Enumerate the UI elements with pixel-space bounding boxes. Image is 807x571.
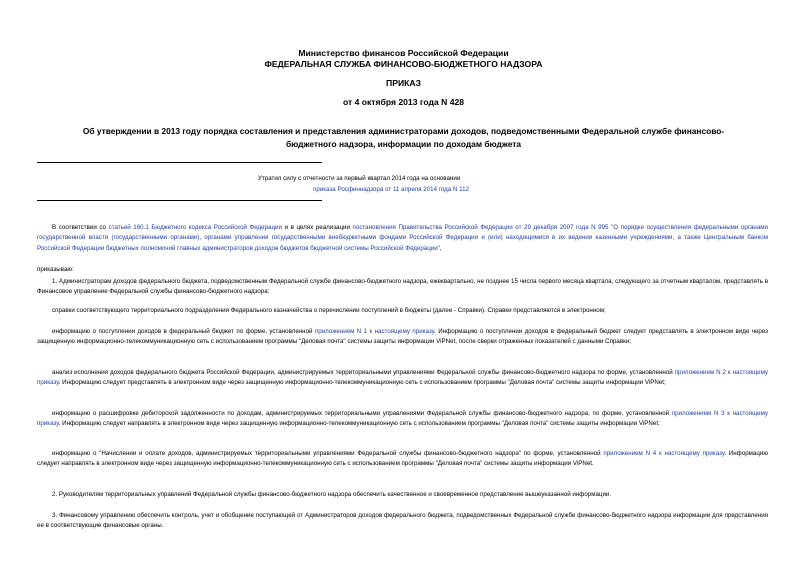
document-date-number: от 4 октября 2013 года N 428 <box>342 97 465 107</box>
lost-force-note: Утратил силу с отчетности за первый квартал 2014 года на основании <box>258 175 461 182</box>
ministry-name: Министерство финансов Российской Федерации <box>298 48 509 58</box>
item-1-receivables: информацию о расшифровке дебиторской задолженности по доходам, администрируемых территориальными управлениями Федеральной службы финансово-бюджетного надзора, по форме, установленной приложением N 3 к настоящему приказу. Информацию следует направлять в электронном виде через защищенную информационно-телекоммуникационную сеть с использованием программы "Деловая почта" системы защиты информации ViPNet; <box>37 410 768 428</box>
appendix-3-link[interactable]: приложением N 3 к настоящему приказу <box>37 410 768 428</box>
divider-top <box>37 162 322 163</box>
appendix-2-link[interactable]: приложением N 2 к настоящему приказу <box>37 369 768 387</box>
document-title: Об утверждении в 2013 году порядка составления и представления администраторами доходов, подведомственными Федеральной службе финансово-бюджетного надзора, информации по доходам бюджета <box>82 126 725 149</box>
divider-bottom <box>37 200 322 201</box>
item-1-revenue-info: информацию о поступлении доходов в федеральный бюджет по форме, установленной приложением N 1 к настоящему приказу. Информацию о поступлении доходов в федеральный бюджет следует представлять в электронном виде через защищенную информационно-телекоммуникационную сеть с использованием программы "Деловая почта" системы защиты информации ViPNet, после сверки отраженных показателей с данными Справки; <box>37 328 768 346</box>
item-1-analysis: анализ исполнения доходов федерального бюджета Российской Федерации, администрируемых территориальными управлениями Федеральной службы финансово-бюджетного надзора по форме, установленной приложением N 2 к настоящему приказу. Информацию следует представлять в электронном виде через защищенную информационно-телекоммуникационную сеть с использованием программы "Деловая почта" системы защиты информации ViPNet; <box>37 369 768 387</box>
appendix-4-link[interactable]: приложением N 4 к настоящему приказу <box>603 450 725 457</box>
item-1: 1. Администраторам доходов федерального бюджета, подведомственным Федеральной службе финансово-бюджетного надзора, ежеквартально, не позднее 15 числа первого месяца квартала, следующего за отчетным кварталом, представлять в Финансовое управление Федеральной службы финансово-бюджетного надзора: <box>37 278 768 296</box>
order-word: приказываю: <box>37 266 74 273</box>
government-decree-link[interactable]: постановления Правительства Российской Федерации от 29 декабря 2007 года N 995 "О порядке осуществления федеральными органами государственной власти (государственными органами), органами управления государственными внебюджетными фондами Российской Федерации и (или) находящимися в их ведении казенными учреждениями, а также Центральным банком Российской Федерации бюджетных полномочий главных администраторов доходов бюджетов бюджетной системы Российской Федерации" <box>37 224 768 252</box>
service-name: ФЕДЕРАЛЬНАЯ СЛУЖБА ФИНАНСОВО-БЮДЖЕТНОГО НАДЗОРА <box>264 59 543 69</box>
budget-code-link[interactable]: статьей 160.1 Бюджетного кодекса Российской Федерации <box>108 224 282 231</box>
item-3: 3. Финансовому управлению обеспечить контроль, учет и обобщение поступающей от Администраторов доходов федерального бюджета, подведомственных Федеральной службе финансово-бюджетного надзора информации для представления ее в соответствующие финансовые органы. <box>37 512 768 530</box>
preamble-paragraph: В соответствии со статьей 160.1 Бюджетного кодекса Российской Федерации и в целях реализации постановления Правительства Российской Федерации от 29 декабря 2007 года N 995 "О порядке осуществления федеральными органами государственной власти (государственными органами), органами управления государственными внебюджетными фондами Российской Федерации и (или) находящимися в их ведении казенными учреждениями, а также Центральным банком Российской Федерации бюджетных полномочий главных администраторов доходов бюджетов бюджетной системы Российской Федерации", <box>37 224 768 252</box>
item-2: 2. Руководителям территориальных управлений Федеральной службы финансово-бюджетного надзора обеспечить качественное и своевременное представление вышеуказанной информации. <box>52 491 612 498</box>
item-1-accrual: информацию о "Начислении и оплате доходов, администрируемых территориальными управлениями Федеральной службы финансово-бюджетного надзора" по форме, установленной приложением N 4 к настоящему приказу. Информацию следует направлять в электронном виде через защищенную информационно-телекоммуникационную сеть с использованием программы "Деловая почта" системы защиты информации ViPNet. <box>37 450 768 468</box>
item-1-certificates: справки соответствующего территориального подразделения Федерального казначейства о перечислении поступлений в бюджеты (далее - Справки). Справки представляются в электронном; <box>52 307 606 314</box>
lost-force-link[interactable]: приказа Росфиннадзора от 11 апреля 2014 года N 112 <box>313 186 469 193</box>
document-type: ПРИКАЗ <box>386 78 421 88</box>
appendix-1-link[interactable]: приложением N 1 к настоящему приказу <box>314 328 435 335</box>
